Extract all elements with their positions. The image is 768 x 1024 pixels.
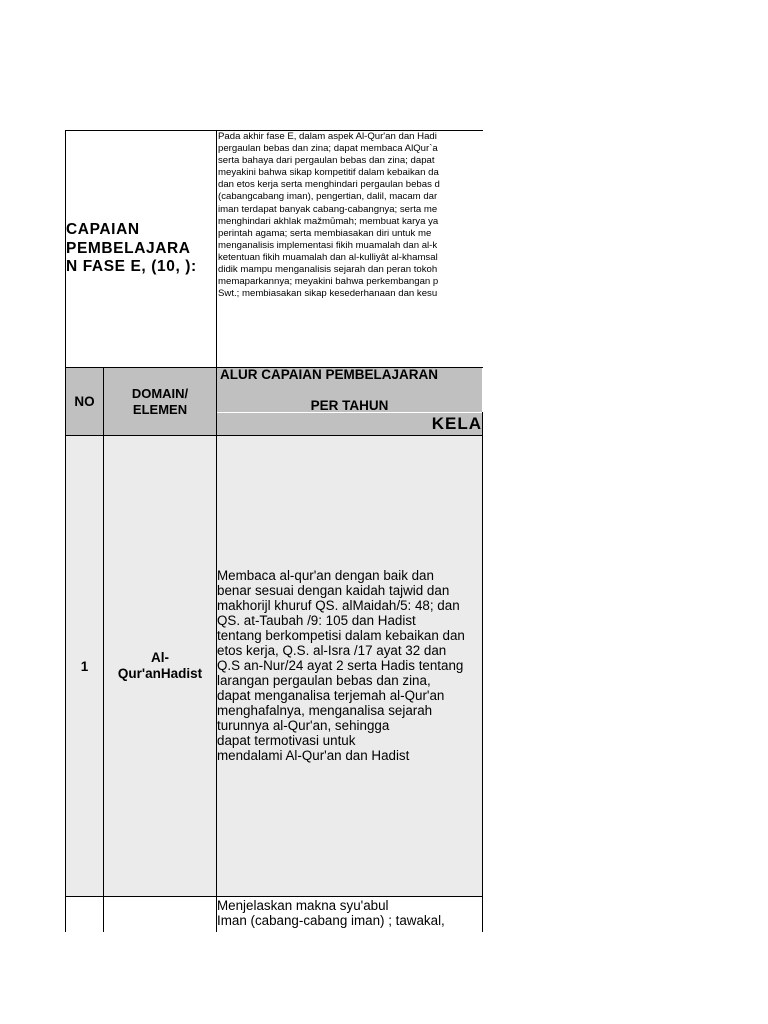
capaian-description [218, 131, 483, 365]
row1-text-line: etos kerja, Q.S. al-Isra /17 ayat 32 dan [217, 643, 447, 658]
row1-text-line: menghafalnya, menganalisa sejarah [217, 703, 433, 718]
row1-domain-line: Qur'anHadist [117, 666, 203, 681]
header-alur-line1: ALUR CAPAIAN PEMBELAJARAN [220, 367, 439, 382]
row1-text-line: turunnya al-Qur'an, sehingga [217, 718, 390, 733]
row1-domain [104, 436, 216, 896]
row1-alur-text [217, 568, 485, 763]
capaian-line: memaparkannya; meyakini bahwa perkembangan p [218, 276, 439, 288]
row1-text-line: benar sesuai dengan kaidah tajwid dan [217, 583, 450, 598]
header-domain-line: DOMAIN/ [131, 385, 189, 401]
capaian-line: menghindari akhlak mažmūmah; membuat karya ya [218, 215, 439, 227]
capaian-title-line: N FASE E, (10, ): [66, 258, 197, 275]
row1-text-line: Membaca al-qur'an dengan baik dan [217, 568, 434, 583]
header-alur-line2: PER TAHUN [310, 398, 389, 412]
capaian-title [66, 221, 216, 277]
capaian-line: meyakini bahwa sikap kompetitif dalam kebaikan da [218, 167, 439, 179]
row1-text-line: Q.S an-Nur/24 ayat 2 serta Hadis tentang [217, 658, 464, 673]
capaian-title-line: CAPAIAN [66, 221, 140, 238]
capaian-line: serta bahaya dari pergaulan bebas dan zina; dapat [218, 155, 435, 167]
row1-text-line: dapat menganalisa terjemah al-Qur'an [217, 688, 445, 703]
capaian-line: dan etos kerja serta menghindari pergaulan bebas d [218, 179, 440, 191]
header-alur [217, 367, 482, 412]
capaian-title-line: PEMBELAJARA [66, 239, 191, 257]
row1-text-line: tentang berkompetisi dalam kebaikan dan [217, 628, 465, 643]
header-no: NO [74, 394, 95, 409]
capaian-line: didik mampu menganalisis sejarah dan peran tokoh [218, 264, 438, 276]
capaian-line: (cabangcabang iman), pengertian, dalil, macam dar [218, 191, 438, 203]
row1-text-line: mendalami Al-Qur'an dan Hadist [217, 748, 410, 763]
capaian-line: iman terdapat banyak cabang-cabangnya; serta me [218, 203, 438, 215]
row1-text-line: makhorijl khuruf QS. alMaidah/5: 48; dan [217, 598, 460, 613]
capaian-line: Pada akhir fase E, dalam aspek Al-Qur'an dan Hadi [218, 131, 437, 142]
grid-line [65, 896, 483, 897]
capaian-line: pergaulan bebas dan zina; dapat membaca AlQur`a [218, 143, 438, 155]
header-kelas: KELA [431, 414, 482, 433]
capaian-line: menganalisis implementasi fikih muamalah dan al-k [218, 239, 438, 251]
row1-text-line: QS. at-Taubah /9: 105 dan Hadist [217, 613, 416, 628]
row1-text-line: larangan pergaulan bebas dan zina, [217, 673, 431, 688]
row1-text-line: dapat termotivasi untuk [217, 733, 356, 748]
capaian-line: Swt.; membiasakan sikap kesederhanaan dan kesu [218, 288, 438, 300]
row1-domain-line: Al- [150, 650, 169, 665]
header-domain [104, 368, 216, 435]
capaian-line: perintah agama; serta membiasakan diri untuk me [218, 227, 432, 239]
row2-text-line: Iman (cabang-cabang iman) ; tawakal, [217, 913, 445, 928]
capaian-line: ketentuan fikih muamalah dan al-kulliyât al-khamsal [218, 251, 438, 263]
header-domain-line: ELEMEN [132, 401, 188, 417]
row2-text-line: Menjelaskan makna syu'abul [217, 898, 389, 913]
row1-no: 1 [80, 658, 89, 674]
row2-alur-text [217, 898, 485, 932]
grid-line [216, 130, 217, 932]
